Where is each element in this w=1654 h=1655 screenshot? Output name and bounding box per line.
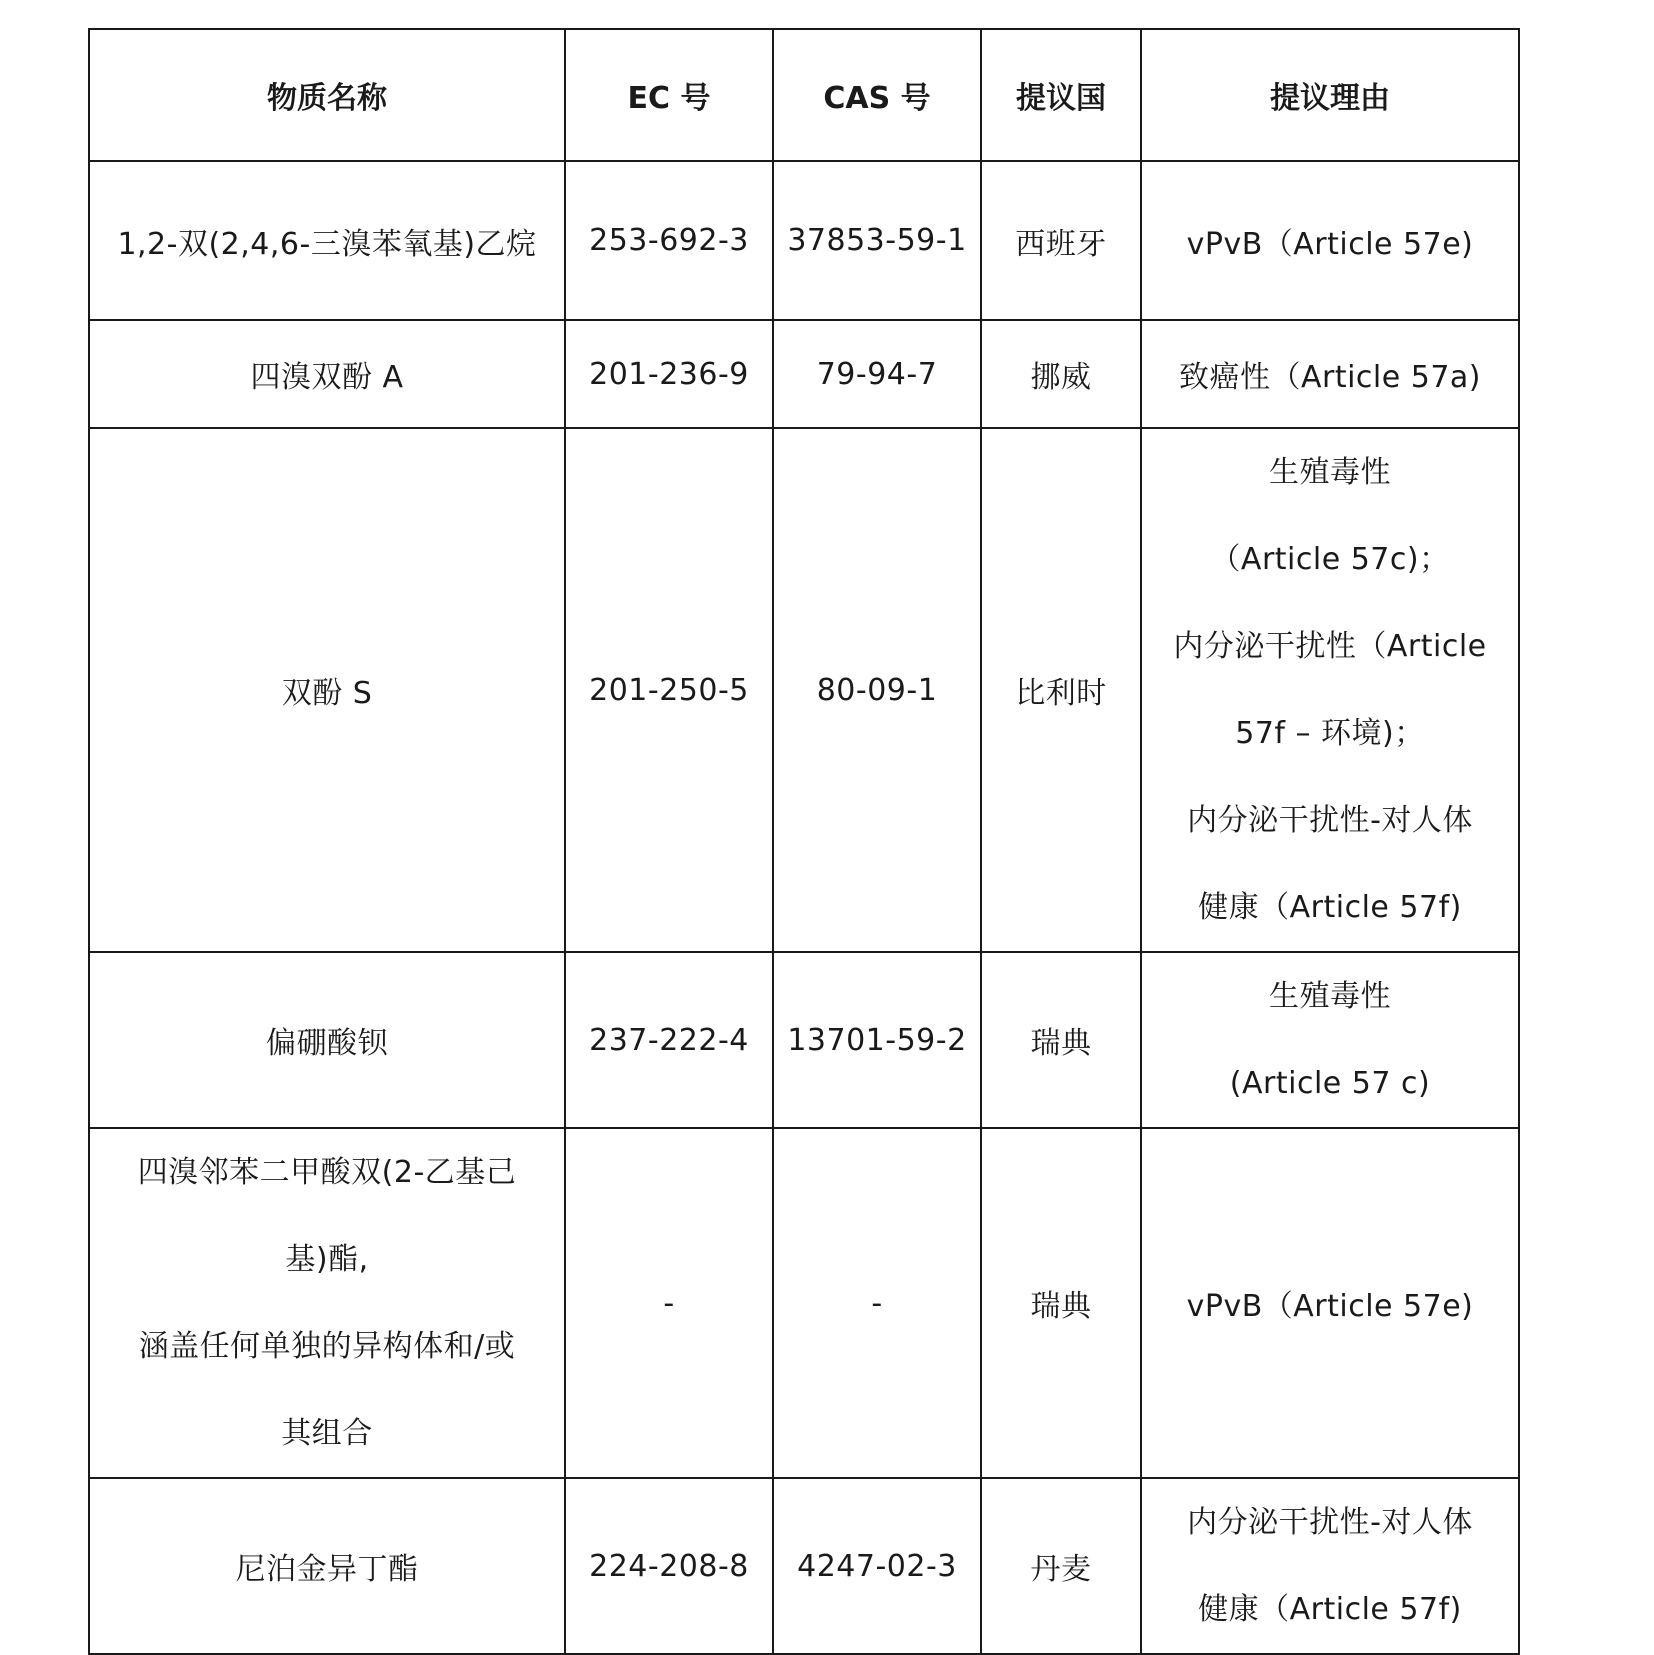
reason-line: vPvB（Article 57e): [1186, 226, 1474, 262]
cell-ec-number: 253-692-3: [565, 161, 773, 320]
cell-cas-number: 4247-02-3: [773, 1478, 981, 1654]
reason-line: 内分泌干扰性-对人体: [1187, 803, 1473, 838]
header-substance-name: 物质名称: [89, 29, 565, 161]
table-row: [89, 1478, 1519, 1654]
cell-cas-number: 80-09-1: [773, 428, 981, 952]
cell-ec-number: -: [565, 1128, 773, 1478]
reason-line: 生殖毒性: [1269, 979, 1391, 1014]
cell-substance-name: [89, 1478, 565, 1654]
substance-name-line: 四溴邻苯二甲酸双(2-乙基己: [137, 1155, 517, 1190]
cell-cas-number: 79-94-7: [773, 320, 981, 428]
substance-name-line: 其组合: [281, 1416, 373, 1451]
cell-country: 瑞典: [981, 1128, 1141, 1478]
reason-line: 57f – 环境)；: [1235, 716, 1425, 751]
cell-cas-number: -: [773, 1128, 981, 1478]
header-cas-number: CAS 号: [773, 29, 981, 161]
reason-line: vPvB（Article 57e): [1186, 1289, 1474, 1324]
substance-name-line: 偏硼酸钡: [266, 1026, 388, 1061]
reason-line: 内分泌干扰性-对人体: [1187, 1505, 1473, 1540]
cell-substance-name: [89, 952, 565, 1128]
cell-reason: [1141, 1478, 1519, 1654]
substance-name-line: 基)酯,: [285, 1242, 369, 1277]
cell-country: 西班牙: [981, 161, 1141, 320]
cell-substance-name: [89, 428, 565, 952]
table-row: [89, 428, 1519, 952]
cell-country: 比利时: [981, 428, 1141, 952]
cell-substance-name: [89, 1128, 565, 1478]
table-row: [89, 1128, 1519, 1478]
cell-cas-number: 13701-59-2: [773, 952, 981, 1128]
header-proposal-reason: 提议理由: [1141, 29, 1519, 161]
table-header-row: [89, 29, 1519, 161]
table-row: [89, 952, 1519, 1128]
cell-country: 丹麦: [981, 1478, 1141, 1654]
cell-cas-number: 37853-59-1: [773, 161, 981, 320]
header-proposing-country: 提议国: [981, 29, 1141, 161]
table-row: [89, 161, 1519, 320]
header-ec-number: EC 号: [565, 29, 773, 161]
svhc-proposal-table: [88, 28, 1520, 1655]
reason-line: 健康（Article 57f): [1198, 890, 1462, 925]
reason-line: （Article 57c)；: [1210, 542, 1450, 577]
substance-name-line: 尼泊金异丁酯: [235, 1552, 419, 1587]
cell-reason: [1141, 320, 1519, 428]
reason-line: 致癌性（Article 57a): [1178, 360, 1482, 395]
cell-ec-number: 224-208-8: [565, 1478, 773, 1654]
cell-ec-number: 237-222-4: [565, 952, 773, 1128]
reason-line: 内分泌干扰性（Article: [1173, 629, 1487, 664]
table-row: [89, 320, 1519, 428]
cell-country: 瑞典: [981, 952, 1141, 1128]
reason-line: 健康（Article 57f): [1198, 1592, 1462, 1627]
cell-country: 挪威: [981, 320, 1141, 428]
cell-ec-number: 201-236-9: [565, 320, 773, 428]
cell-reason: [1141, 952, 1519, 1128]
cell-reason: [1141, 428, 1519, 952]
cell-reason: [1141, 161, 1519, 320]
substance-name-line: 涵盖任何单独的异构体和/或: [138, 1329, 516, 1364]
cell-reason: [1141, 1128, 1519, 1478]
substance-name-line: 1,2-双(2,4,6-三溴苯氧基)乙烷: [117, 226, 537, 262]
cell-substance-name: [89, 320, 565, 428]
cell-substance-name: [89, 161, 565, 320]
substance-name-line: 双酚 S: [281, 676, 373, 711]
substance-name-line: 四溴双酚 A: [250, 360, 404, 395]
cell-ec-number: 201-250-5: [565, 428, 773, 952]
reason-line: 生殖毒性: [1269, 455, 1391, 490]
reason-line: (Article 57 c): [1229, 1066, 1431, 1101]
